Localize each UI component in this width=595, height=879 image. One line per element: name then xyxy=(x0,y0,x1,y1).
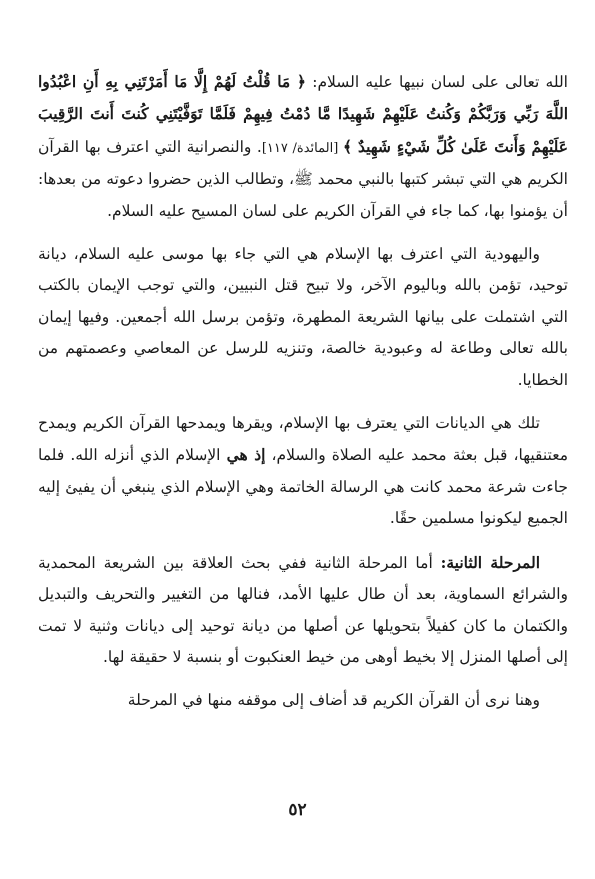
paragraph-3-emphasis: إذ هي xyxy=(226,445,266,465)
page-number: ٥٢ xyxy=(288,800,307,820)
verse-reference: [المائدة/ ١١٧] xyxy=(261,140,343,156)
paragraph-3-continuation: الإسلام الذي أنزله الله. فلما جاءت شرعة محمد كانت هي الرسالة الخاتمة وهي الإسلام الذي ينبغي أن يفيئ إليه الجميع ليكونوا مسلمين حقًا. xyxy=(38,446,568,528)
paragraph-1-continuation: . والنصرانية التي اعترف بها القرآن الكريم هي التي تبشر كتبها بالنبي محمد ﷺ، وتطالب الذين حضروا دعوته من بعدها: أن يؤمنوا بها، كما جاء في القرآن الكريم على لسان المسيح عليه السلام. xyxy=(38,137,568,220)
paragraph-5-text: وهنا نرى أن القرآن الكريم قد أضاف إلى موقفه منها في المرحلة xyxy=(127,691,540,710)
document-body xyxy=(38,66,568,717)
paragraph-3-text: تلك هي الديانات التي يعترف بها الإسلام، ويقرها ويمدحها القرآن الكريم ويمدح معتنقيها، قبل بعثة محمد عليه الصلاة والسلام، xyxy=(38,414,568,465)
paragraph-2 xyxy=(38,239,568,396)
quran-verse: ﴿ مَا قُلْتُ لَهُمْ إِلَّا مَا أَمَرْتَنِي بِهِ أَنِ اعْبُدُوا اللَّهَ رَبِّي وَرَبَّكُمْ وَكُنتُ عَلَيْهِمْ شَهِيدًا مَّا دُمْتُ فِيهِمْ فَلَمَّا تَوَفَّيْتَنِي كُنتَ أَنتَ الرَّقِيبَ عَلَيْهِمْ وَأَنتَ عَلَىٰ كُلِّ شَيْءٍ شَهِيدٌ ﴾ xyxy=(38,72,569,156)
paragraph-1 xyxy=(38,66,568,227)
paragraph-4-text: أما المرحلة الثانية ففي بحث العلاقة بين الشريعة المحمدية والشرائع السماوية، بعد أن طال عليها الأمد، فنالها من التغيير والتحريف والتبديل والكتمان ما كان كفيلاً بتحويلها عن أصلها من ديانة توحيد إلى ديانات وثنية لا تمت إلى أصلها المنزل إلا بخيط أوهى من خيط العنكبوت أو بنسبة لا حقيقة لها. xyxy=(38,553,568,666)
section-heading: المرحلة الثانية: xyxy=(440,552,540,572)
paragraph-3 xyxy=(38,408,568,535)
paragraph-5 xyxy=(38,685,568,716)
paragraph-2-text: واليهودية التي اعترف بها الإسلام هي التي جاء بها موسى عليه السلام، ديانة توحيد، تؤمن بالله وباليوم الآخر، ولا تبيح قتل النبيين، والتي توجب الإيمان بالكتب التي اشتملت على بيانها الشريعة المطهرة، وتؤمن برسل الله أجمعين. وفيها إيمان بالله تعالى وطاعة له وعبودية خالصة، وتنزيه للرسل عن المعاصي وعصمتهم من الخطايا. xyxy=(38,245,568,389)
paragraph-1-text: الله تعالى على لسان نبيها عليه السلام: xyxy=(306,73,568,91)
paragraph-4 xyxy=(38,547,568,674)
